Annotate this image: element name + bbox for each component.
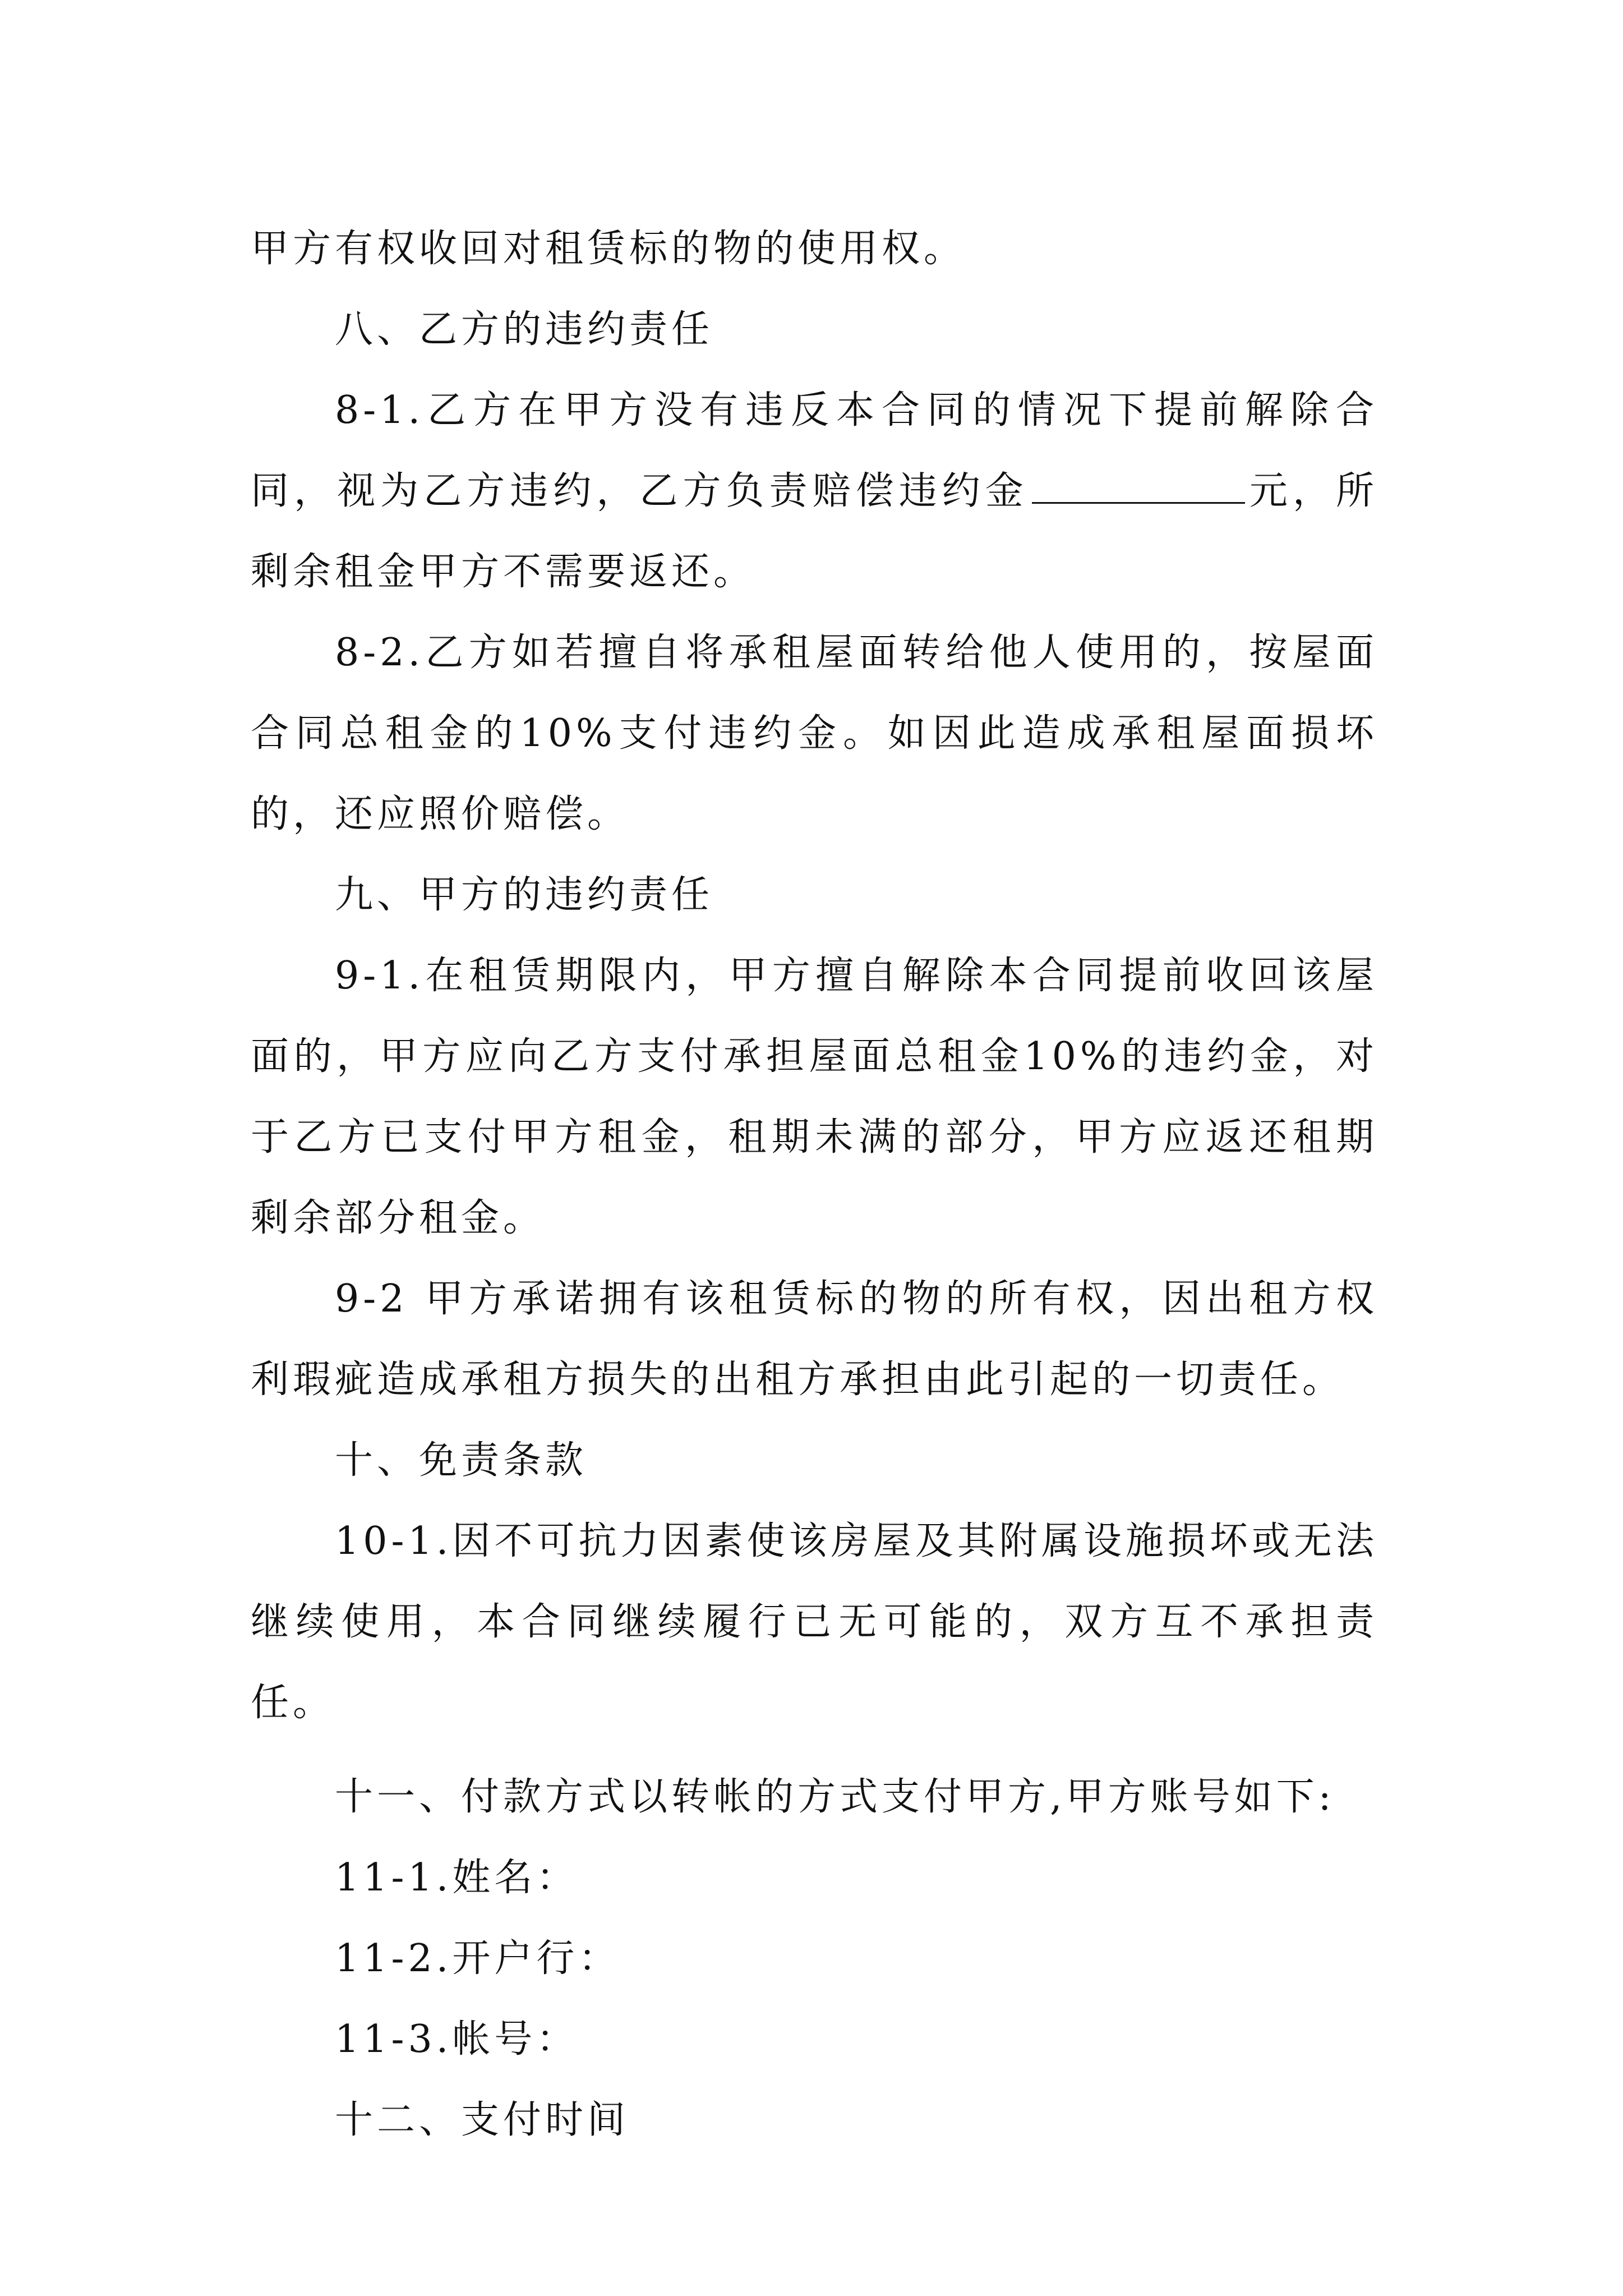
section-heading-12: 十二、支付时间 [335,2098,630,2142]
clause-11-3-account: 11-3.帐号： [335,2017,579,2062]
clause-9-2: 9-2 甲方承诺拥有该租赁标的物的所有权，因出租方权利瑕疵造成承租方损失的出租方承担由此引起的一切责任。 [251,1277,1378,1402]
clause-8-1 [251,370,1378,613]
clause-9-1: 9-1.在租赁期限内，甲方擅自解除本合同提前收回该屋面的，甲方应向乙方支付承担屋面总租金10%的违约金，对于乙方已支付甲方租金，租期未满的部分，甲方应返还租期剩余部分租金。 [251,954,1378,1240]
clause-8-1-text-a: 8-1.乙方在甲方没有违反本合同的情况下提前解除合同，视为乙方违约，乙方负责赔偿违约金 [251,388,1378,513]
section-heading-11: 十一、付款方式以转帐的方式支付甲方,甲方账号如下: [335,1775,1335,1819]
clause-11-2-bank: 11-2.开户行： [335,1936,621,1981]
section-heading-8: 八、乙方的违约责任 [335,307,714,352]
clause-11-1-name: 11-1.姓名： [335,1856,579,1900]
spacer [251,1743,1378,1757]
section-heading-10: 十、免责条款 [335,1438,588,1483]
paragraph-continuation: 甲方有权收回对租赁标的物的使用权。 [251,227,966,271]
section-heading-9: 九、甲方的违约责任 [335,873,714,917]
document-body [251,209,1378,2161]
clause-8-2: 8-2.乙方如若擅自将承租屋面转给他人使用的，按屋面合同总租金的10%支付违约金。如因此造成承租屋面损坏的，还应照价赔偿。 [251,631,1378,836]
penalty-amount-blank [1032,470,1245,504]
clause-8-1-text-b: 元，所剩余租金甲方不需要返还。 [251,469,1378,594]
clause-10-1: 10-1.因不可抗力因素使该房屋及其附属设施损坏或无法继续使用，本合同继续履行已无可能的，双方互不承担责任。 [251,1519,1378,1725]
